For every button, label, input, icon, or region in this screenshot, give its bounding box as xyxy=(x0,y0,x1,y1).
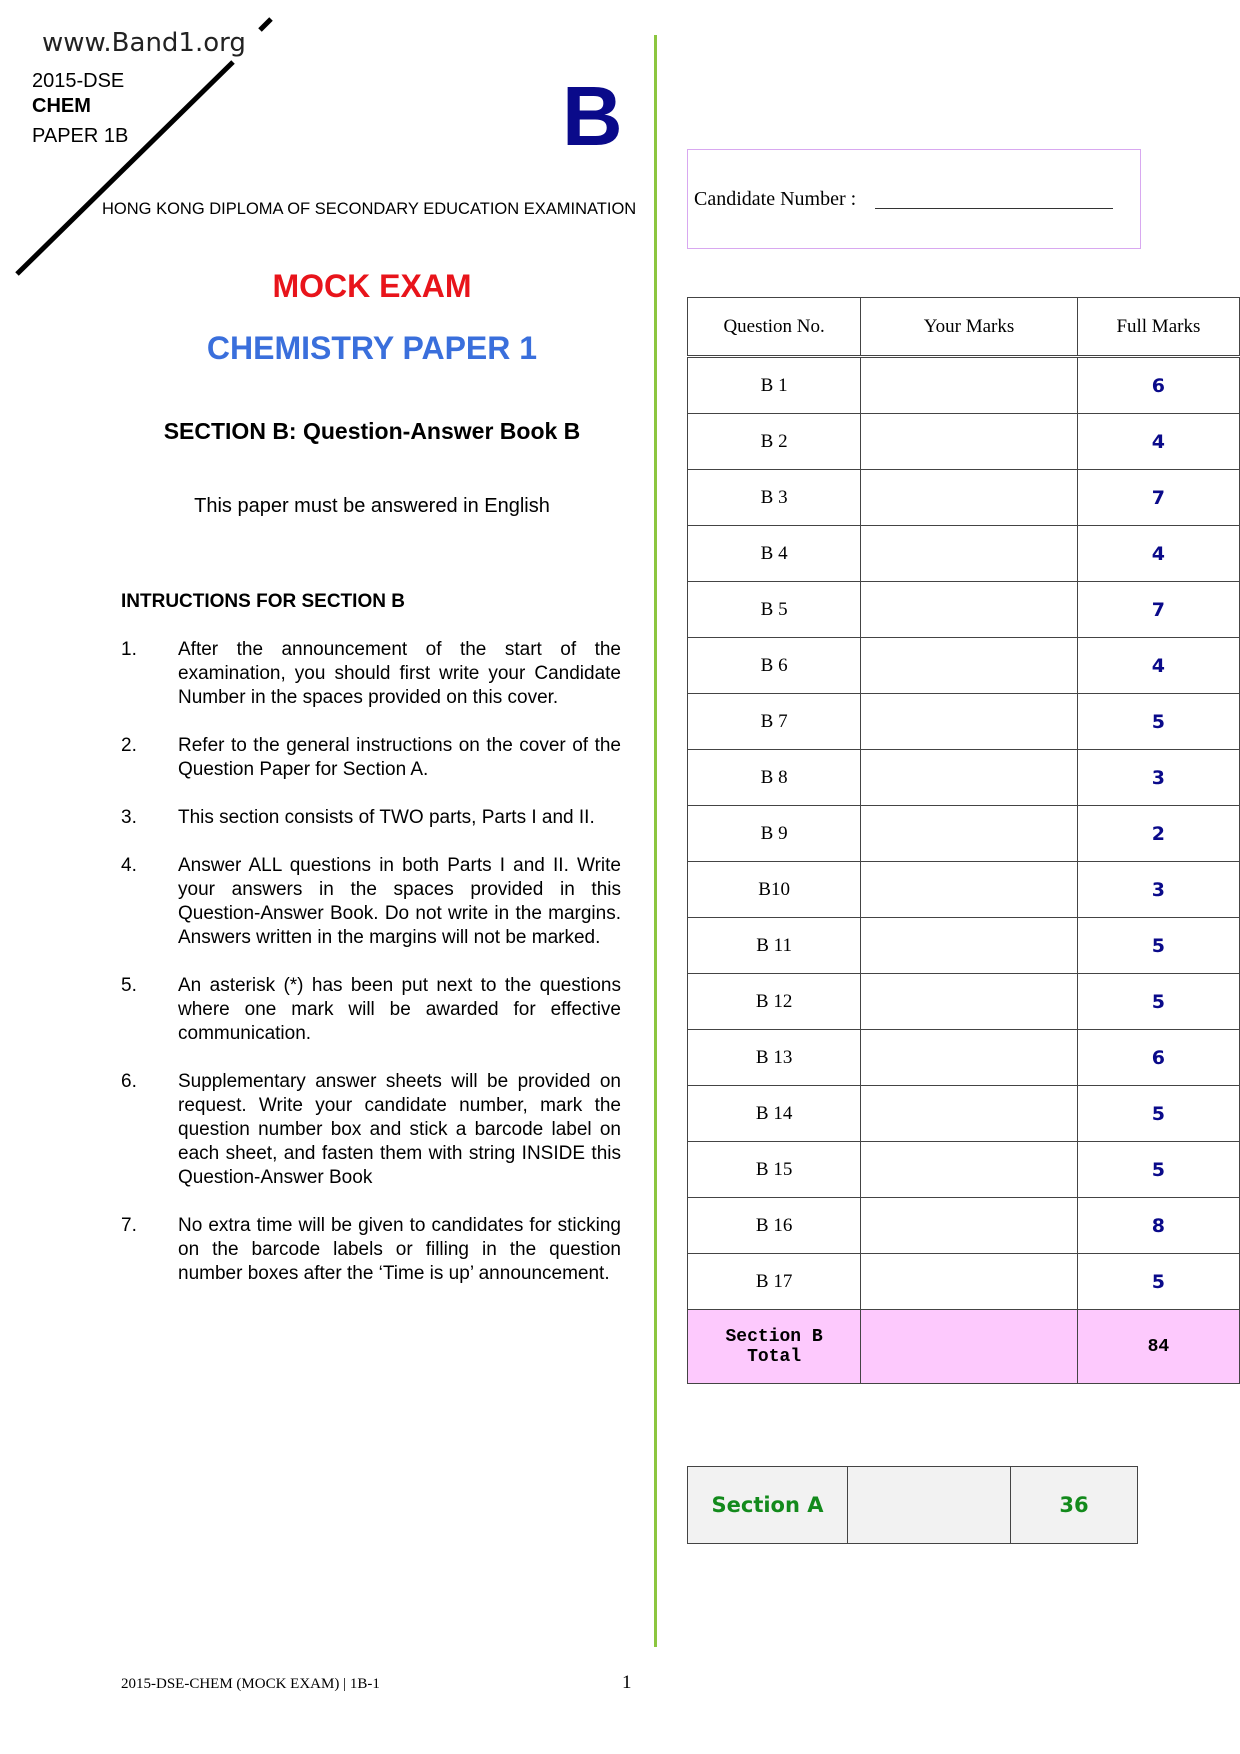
table-row xyxy=(688,806,1240,862)
table-row xyxy=(688,974,1240,1030)
question-number: B10 xyxy=(688,862,861,918)
instruction-number: 1. xyxy=(121,639,137,660)
subject-code: CHEM xyxy=(32,95,91,117)
question-number: B 1 xyxy=(688,357,861,414)
full-marks-cell: 3 xyxy=(1077,750,1239,806)
instruction-number: 2. xyxy=(121,735,137,756)
question-number: B 14 xyxy=(688,1086,861,1142)
table-row xyxy=(688,694,1240,750)
instruction-item xyxy=(121,854,621,950)
question-number: B 11 xyxy=(688,918,861,974)
your-marks-cell[interactable] xyxy=(861,1030,1078,1086)
your-marks-cell[interactable] xyxy=(861,1198,1078,1254)
your-marks-cell[interactable] xyxy=(861,638,1078,694)
table-row xyxy=(688,862,1240,918)
table-row xyxy=(688,1142,1240,1198)
instruction-text: Supplementary answer sheets will be provided on request. Write your candidate number, mark the question number box and stick a barcode label on each sheet, and fasten them with string INSIDE this Question-Answer Book xyxy=(178,1071,621,1188)
question-number: B 5 xyxy=(688,582,861,638)
full-marks-cell: 5 xyxy=(1077,918,1239,974)
instruction-text: An asterisk (*) has been put next to the questions where one mark will be awarded for effective communication. xyxy=(178,975,621,1044)
section-a-your-marks[interactable] xyxy=(848,1467,1011,1544)
header-full-marks: Full Marks xyxy=(1077,298,1239,357)
full-marks-cell: 5 xyxy=(1077,1086,1239,1142)
full-marks-cell: 7 xyxy=(1077,470,1239,526)
table-row xyxy=(688,357,1240,414)
question-number: B 8 xyxy=(688,750,861,806)
your-marks-cell[interactable] xyxy=(861,1254,1078,1310)
section-a-full-marks: 36 xyxy=(1011,1467,1138,1544)
full-marks-cell: 5 xyxy=(1077,1142,1239,1198)
question-number: B 2 xyxy=(688,414,861,470)
section-title: SECTION B: Question-Answer Book B xyxy=(163,418,581,444)
instructions-list xyxy=(121,638,621,1310)
your-marks-cell[interactable] xyxy=(861,1086,1078,1142)
instructions-heading: INTRUCTIONS FOR SECTION B xyxy=(121,591,405,612)
question-number: B 16 xyxy=(688,1198,861,1254)
question-number: B 13 xyxy=(688,1030,861,1086)
full-marks-cell: 6 xyxy=(1077,357,1239,414)
table-row xyxy=(688,470,1240,526)
full-marks-cell: 4 xyxy=(1077,414,1239,470)
table-row xyxy=(688,638,1240,694)
mock-exam-title: MOCK EXAM xyxy=(272,268,472,304)
section-b-total-row xyxy=(688,1310,1240,1384)
table-row xyxy=(688,1254,1240,1310)
candidate-number-field[interactable] xyxy=(875,208,1113,209)
question-number: B 17 xyxy=(688,1254,861,1310)
instruction-item xyxy=(121,974,621,1046)
full-marks-cell: 5 xyxy=(1077,1254,1239,1310)
full-marks-cell: 2 xyxy=(1077,806,1239,862)
full-marks-cell: 4 xyxy=(1077,638,1239,694)
instruction-number: 3. xyxy=(121,807,137,828)
exam-year: 2015-DSE xyxy=(32,70,125,92)
instruction-item xyxy=(121,734,621,782)
page-number: 1 xyxy=(622,1672,632,1693)
watermark: www.Band1.org xyxy=(42,28,246,58)
section-a-table xyxy=(687,1466,1138,1544)
table-row xyxy=(688,414,1240,470)
section-a-label: Section A xyxy=(688,1467,848,1544)
question-number: B 6 xyxy=(688,638,861,694)
header-your-marks: Your Marks xyxy=(861,298,1078,357)
question-number: B 4 xyxy=(688,526,861,582)
instruction-item xyxy=(121,1070,621,1190)
question-number: B 7 xyxy=(688,694,861,750)
full-marks-cell: 8 xyxy=(1077,1198,1239,1254)
full-marks-cell: 5 xyxy=(1077,974,1239,1030)
paper-title: CHEMISTRY PAPER 1 xyxy=(206,330,538,366)
instruction-text: Refer to the general instructions on the cover of the Question Paper for Section A. xyxy=(178,735,621,780)
instruction-number: 5. xyxy=(121,975,137,996)
your-marks-cell[interactable] xyxy=(861,357,1078,414)
your-marks-cell[interactable] xyxy=(861,694,1078,750)
full-marks-cell: 7 xyxy=(1077,582,1239,638)
your-marks-cell[interactable] xyxy=(861,1142,1078,1198)
table-row xyxy=(688,1086,1240,1142)
table-row xyxy=(688,918,1240,974)
full-marks-cell: 4 xyxy=(1077,526,1239,582)
your-marks-cell[interactable] xyxy=(861,750,1078,806)
table-row xyxy=(688,526,1240,582)
candidate-number-box xyxy=(687,149,1141,249)
your-marks-cell[interactable] xyxy=(861,526,1078,582)
marks-table xyxy=(687,297,1240,1384)
question-number: B 9 xyxy=(688,806,861,862)
header-question-no: Question No. xyxy=(688,298,861,357)
candidate-number-label: Candidate Number : xyxy=(694,188,857,210)
full-marks-cell: 6 xyxy=(1077,1030,1239,1086)
question-number: B 15 xyxy=(688,1142,861,1198)
question-number: B 12 xyxy=(688,974,861,1030)
instruction-text: After the announcement of the start of the examination, you should first write your Candidate Number in the spaces provided on this cover. xyxy=(178,639,621,708)
section-b-total-your-marks[interactable] xyxy=(861,1310,1078,1384)
your-marks-cell[interactable] xyxy=(861,582,1078,638)
language-note: This paper must be answered in English xyxy=(194,495,550,517)
divider-line xyxy=(654,35,657,1647)
your-marks-cell[interactable] xyxy=(861,974,1078,1030)
book-letter: B xyxy=(562,69,623,163)
table-row xyxy=(688,582,1240,638)
instruction-text: No extra time will be given to candidates for sticking on the barcode labels or filling in the question number boxes after the ‘Time is up’ announcement. xyxy=(178,1215,621,1284)
instruction-item xyxy=(121,806,621,830)
table-row xyxy=(688,750,1240,806)
section-b-total-full: 84 xyxy=(1077,1310,1239,1384)
full-marks-cell: 5 xyxy=(1077,694,1239,750)
instruction-text: Answer ALL questions in both Parts I and II. Write your answers in the spaces provided in this Question-Answer Book. Do not write in the margins. Answers written in the margins will not be marked. xyxy=(178,855,621,948)
instruction-item xyxy=(121,638,621,710)
footer-code: 2015-DSE-CHEM (MOCK EXAM) | 1B-1 xyxy=(121,1676,380,1692)
your-marks-cell[interactable] xyxy=(861,918,1078,974)
table-row xyxy=(688,1030,1240,1086)
instruction-text: This section consists of TWO parts, Parts I and II. xyxy=(178,807,595,828)
question-number: B 3 xyxy=(688,470,861,526)
instruction-number: 6. xyxy=(121,1071,137,1092)
your-marks-cell[interactable] xyxy=(861,862,1078,918)
your-marks-cell[interactable] xyxy=(861,414,1078,470)
section-b-total-label: Section B Total xyxy=(688,1310,861,1384)
paper-code: PAPER 1B xyxy=(32,125,129,147)
table-row xyxy=(688,1198,1240,1254)
exam-body: HONG KONG DIPLOMA OF SECONDARY EDUCATION EXAMINATION xyxy=(102,200,637,218)
your-marks-cell[interactable] xyxy=(861,470,1078,526)
full-marks-cell: 3 xyxy=(1077,862,1239,918)
instruction-number: 7. xyxy=(121,1215,137,1236)
your-marks-cell[interactable] xyxy=(861,806,1078,862)
instruction-item xyxy=(121,1214,621,1286)
instruction-number: 4. xyxy=(121,855,137,876)
